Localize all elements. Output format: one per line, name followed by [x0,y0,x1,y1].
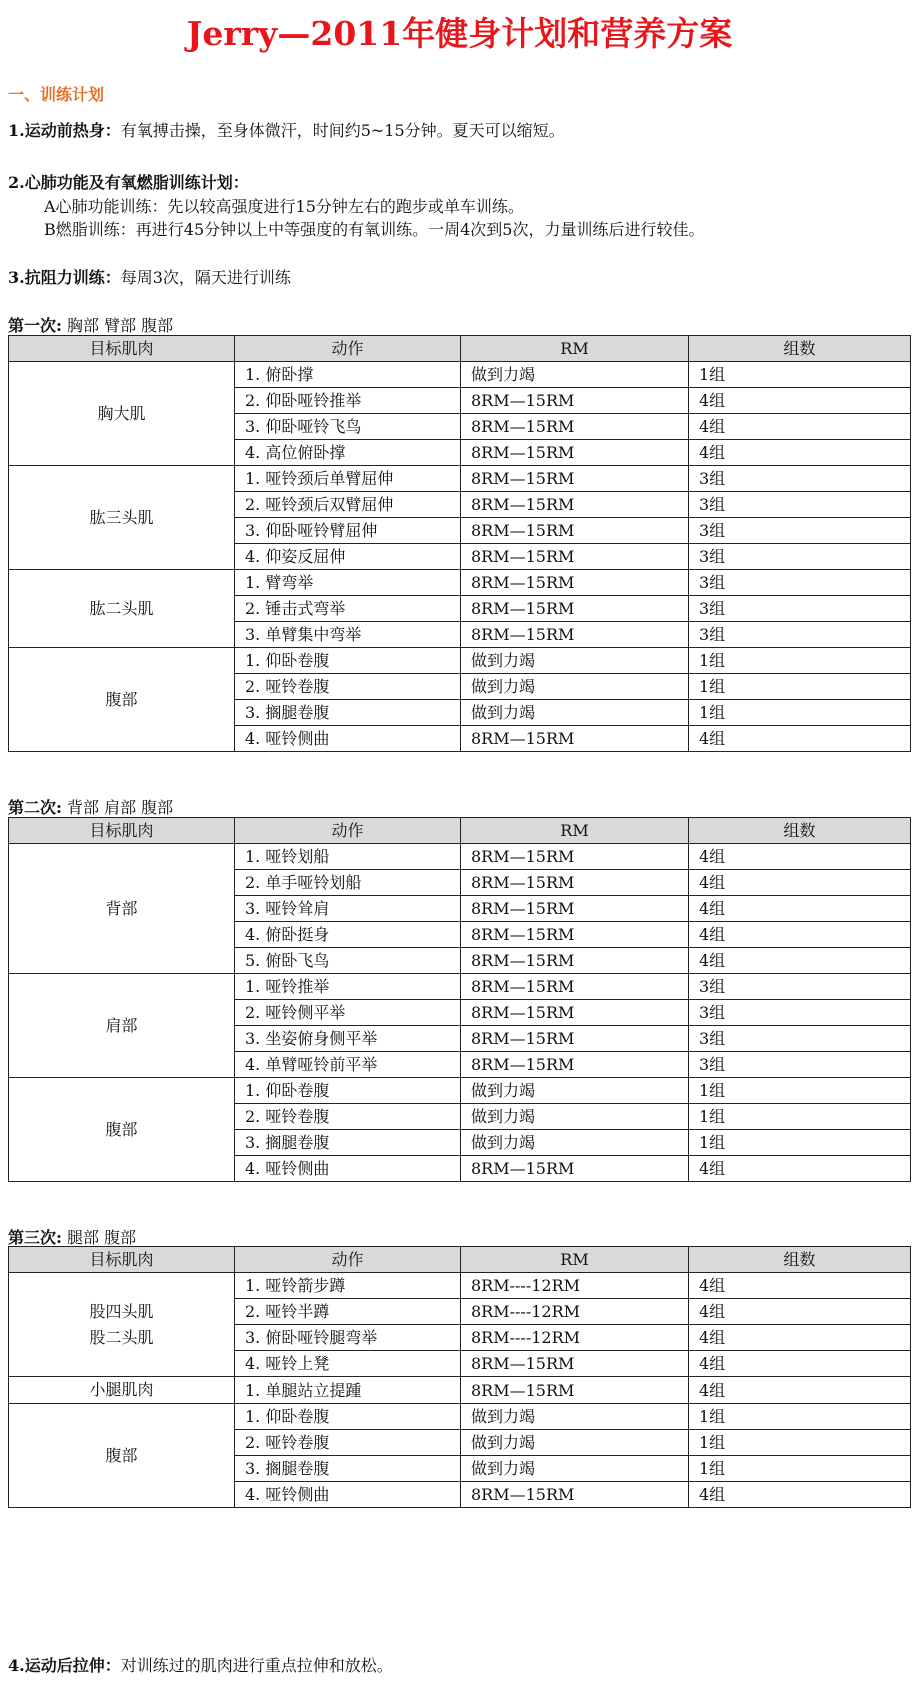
rm-cell: 做到力竭 [461,1456,689,1482]
sets-cell: 1组 [689,1456,911,1482]
exercise-cell: 3. 单臂集中弯举 [235,622,461,648]
rm-cell: 8RM—15RM [461,388,689,414]
table-row [9,844,911,870]
rm-cell: 8RM—15RM [461,1000,689,1026]
column-header: 动作 [235,818,461,844]
column-header: 目标肌肉 [9,1247,235,1273]
target-muscle-cell [9,974,235,1078]
exercise-cell: 3. 哑铃耸肩 [235,896,461,922]
sets-cell: 1组 [689,674,911,700]
exercise-cell: 1. 单腿站立提踵 [235,1377,461,1404]
exercise-cell: 5. 俯卧飞鸟 [235,948,461,974]
sets-cell: 4组 [689,948,911,974]
column-header: 目标肌肉 [9,336,235,362]
resistance-lead: 3.抗阻力训练： [8,268,121,287]
rm-cell: 8RM—15RM [461,844,689,870]
rm-cell: 8RM—15RM [461,570,689,596]
table-header-row [9,818,911,844]
session1-lead: 第一次: [8,316,62,335]
cardio-a-line: A心肺功能训练：先以较高强度进行15分钟左右的跑步或单车训练。 [44,197,524,216]
target-muscle-label: 胸大肌 [97,403,146,423]
session3-table [8,1246,911,1508]
target-muscle-cell [9,1078,235,1182]
target-muscle-label: 腹部 [105,689,138,709]
exercise-cell: 1. 臂弯举 [235,570,461,596]
session2-text: 背部 肩部 腹部 [61,798,174,817]
sets-cell: 4组 [689,440,911,466]
exercise-cell: 4. 仰姿反屈伸 [235,544,461,570]
sets-cell: 4组 [689,870,911,896]
column-header: 目标肌肉 [9,818,235,844]
table-row [9,570,911,596]
table-row [9,1078,911,1104]
rm-cell: 做到力竭 [461,1078,689,1104]
target-muscle-label: 肱二头肌 [89,598,154,618]
exercise-cell: 3. 搁腿卷腹 [235,700,461,726]
session1-text: 胸部 臂部 腹部 [61,316,174,335]
rm-cell: 做到力竭 [461,1430,689,1456]
exercise-cell: 2. 哑铃侧平举 [235,1000,461,1026]
rm-cell: 8RM—15RM [461,440,689,466]
exercise-cell: 1. 俯卧撑 [235,362,461,388]
session2-table [8,817,911,1182]
exercise-cell: 2. 哑铃卷腹 [235,1430,461,1456]
sets-cell: 4组 [689,844,911,870]
sets-cell: 1组 [689,1078,911,1104]
sets-cell: 1组 [689,1404,911,1430]
sets-cell: 4组 [689,1377,911,1404]
rm-cell: 8RM—15RM [461,896,689,922]
table-row [9,466,911,492]
rm-cell: 8RM—15RM [461,870,689,896]
exercise-cell: 2. 哑铃颈后双臂屈伸 [235,492,461,518]
exercise-cell: 2. 哑铃卷腹 [235,1104,461,1130]
rm-cell: 8RM—15RM [461,948,689,974]
rm-cell: 做到力竭 [461,674,689,700]
table-header-row [9,336,911,362]
sets-cell: 1组 [689,362,911,388]
warmup-text: 有氧搏击操，至身体微汗，时间约5~15分钟。夏天可以缩短。 [120,121,565,140]
sets-cell: 4组 [689,922,911,948]
exercise-cell: 2. 哑铃半蹲 [235,1299,461,1325]
rm-cell: 8RM—15RM [461,414,689,440]
document-title: Jerry—2011年健身计划和营养方案 [186,14,733,53]
rm-cell: 8RM—15RM [461,1052,689,1078]
table-row [9,1377,911,1404]
rm-cell: 8RM—15RM [461,596,689,622]
table-row [9,362,911,388]
column-header: RM [461,336,689,362]
table-header-row [9,1247,911,1273]
target-muscle-cell [9,1377,235,1404]
column-header: RM [461,1247,689,1273]
rm-cell: 做到力竭 [461,1130,689,1156]
exercise-cell: 3. 仰卧哑铃飞鸟 [235,414,461,440]
column-header: 动作 [235,336,461,362]
sets-cell: 4组 [689,388,911,414]
rm-cell: 8RM—15RM [461,466,689,492]
target-muscle-label: 股四头肌 [89,1301,154,1321]
column-header: RM [461,818,689,844]
column-header: 组数 [689,1247,911,1273]
exercise-cell: 4. 单臂哑铃前平举 [235,1052,461,1078]
section-heading: 一、训练计划 [8,85,105,104]
sets-cell: 3组 [689,492,911,518]
rm-cell: 8RM----12RM [461,1325,689,1351]
exercise-cell: 1. 仰卧卷腹 [235,1078,461,1104]
exercise-cell: 4. 哑铃侧曲 [235,1482,461,1508]
exercise-cell: 3. 俯卧哑铃腿弯举 [235,1325,461,1351]
exercise-cell: 1. 哑铃划船 [235,844,461,870]
column-header: 组数 [689,818,911,844]
target-muscle-cell [9,466,235,570]
sets-cell: 1组 [689,1130,911,1156]
rm-cell: 8RM—15RM [461,492,689,518]
target-muscle-cell [9,1404,235,1508]
target-muscle-cell [9,570,235,648]
sets-cell: 1组 [689,1430,911,1456]
warmup-lead: 1.运动前热身： [8,121,121,140]
rm-cell: 做到力竭 [461,648,689,674]
sets-cell: 4组 [689,1273,911,1299]
rm-cell: 做到力竭 [461,362,689,388]
rm-cell: 8RM----12RM [461,1299,689,1325]
exercise-cell: 3. 搁腿卷腹 [235,1456,461,1482]
target-muscle-cell [9,1273,235,1377]
rm-cell: 8RM—15RM [461,622,689,648]
column-header: 组数 [689,336,911,362]
exercise-cell: 3. 搁腿卷腹 [235,1130,461,1156]
target-muscle-cell [9,648,235,752]
rm-cell: 8RM—15RM [461,1482,689,1508]
sets-cell: 4组 [689,1156,911,1182]
sets-cell: 3组 [689,1052,911,1078]
table-row [9,648,911,674]
target-muscle-label: 股二头肌 [89,1327,154,1347]
sets-cell: 4组 [689,726,911,752]
session3-lead: 第三次: [8,1228,62,1247]
sets-cell: 3组 [689,544,911,570]
rm-cell: 8RM----12RM [461,1273,689,1299]
sets-cell: 3组 [689,622,911,648]
exercise-cell: 2. 锤击式弯举 [235,596,461,622]
exercise-cell: 4. 高位俯卧撑 [235,440,461,466]
sets-cell: 4组 [689,1299,911,1325]
target-muscle-label: 背部 [105,898,138,918]
cardio-lead: 2.心肺功能及有氧燃脂训练计划： [8,173,249,192]
exercise-cell: 2. 仰卧哑铃推举 [235,388,461,414]
session1-table [8,335,911,752]
session2-heading [8,797,173,819]
rm-cell: 8RM—15RM [461,518,689,544]
table-row [9,1404,911,1430]
sets-cell: 3组 [689,1026,911,1052]
target-muscle-label: 腹部 [105,1445,138,1465]
exercise-cell: 4. 哑铃上凳 [235,1351,461,1377]
sets-cell: 3组 [689,518,911,544]
resistance-line [8,267,291,289]
table-row [9,974,911,1000]
rm-cell: 做到力竭 [461,700,689,726]
exercise-cell: 3. 坐姿俯身侧平举 [235,1026,461,1052]
rm-cell: 8RM—15RM [461,1377,689,1404]
sets-cell: 1组 [689,648,911,674]
resistance-text: 每周3次，隔天进行训练 [120,268,291,287]
rm-cell: 8RM—15RM [461,1156,689,1182]
exercise-cell: 4. 俯卧挺身 [235,922,461,948]
rm-cell: 做到力竭 [461,1104,689,1130]
exercise-cell: 2. 哑铃卷腹 [235,674,461,700]
cardio-b-line: B燃脂训练：再进行45分钟以上中等强度的有氧训练。一周4次到5次，力量训练后进行较佳。 [44,220,705,239]
target-muscle-label: 小腿肌肉 [89,1380,154,1399]
exercise-cell: 1. 哑铃推举 [235,974,461,1000]
rm-cell: 8RM—15RM [461,922,689,948]
sets-cell: 4组 [689,1325,911,1351]
warmup-line [8,120,565,142]
exercise-cell: 2. 单手哑铃划船 [235,870,461,896]
session3-text: 腿部 腹部 [61,1228,137,1247]
sets-cell: 1组 [689,1104,911,1130]
target-muscle-label: 肱三头肌 [89,507,154,527]
session1-heading [8,315,173,337]
target-muscle-label: 肩部 [105,1015,138,1035]
target-muscle-cell [9,362,235,466]
sets-cell: 4组 [689,896,911,922]
sets-cell: 3组 [689,1000,911,1026]
rm-cell: 8RM—15RM [461,1351,689,1377]
rm-cell: 8RM—15RM [461,726,689,752]
sets-cell: 4组 [689,1482,911,1508]
rm-cell: 8RM—15RM [461,974,689,1000]
exercise-cell: 3. 仰卧哑铃臂屈伸 [235,518,461,544]
stretch-line [8,1655,393,1677]
cardio-line [8,172,249,194]
session2-lead: 第二次: [8,798,62,817]
rm-cell: 做到力竭 [461,1404,689,1430]
sets-cell: 4组 [689,414,911,440]
exercise-cell: 1. 哑铃颈后单臂屈伸 [235,466,461,492]
stretch-lead: 4.运动后拉伸： [8,1656,121,1675]
exercise-cell: 1. 哑铃箭步蹲 [235,1273,461,1299]
rm-cell: 8RM—15RM [461,544,689,570]
stretch-text: 对训练过的肌肉进行重点拉伸和放松。 [120,1656,393,1675]
sets-cell: 4组 [689,1351,911,1377]
sets-cell: 1组 [689,700,911,726]
sets-cell: 3组 [689,974,911,1000]
table-row [9,1273,911,1299]
sets-cell: 3组 [689,596,911,622]
sets-cell: 3组 [689,466,911,492]
exercise-cell: 1. 仰卧卷腹 [235,648,461,674]
rm-cell: 8RM—15RM [461,1026,689,1052]
column-header: 动作 [235,1247,461,1273]
sets-cell: 3组 [689,570,911,596]
target-muscle-cell [9,844,235,974]
exercise-cell: 4. 哑铃侧曲 [235,726,461,752]
exercise-cell: 1. 仰卧卷腹 [235,1404,461,1430]
target-muscle-label: 腹部 [105,1119,138,1139]
exercise-cell: 4. 哑铃侧曲 [235,1156,461,1182]
